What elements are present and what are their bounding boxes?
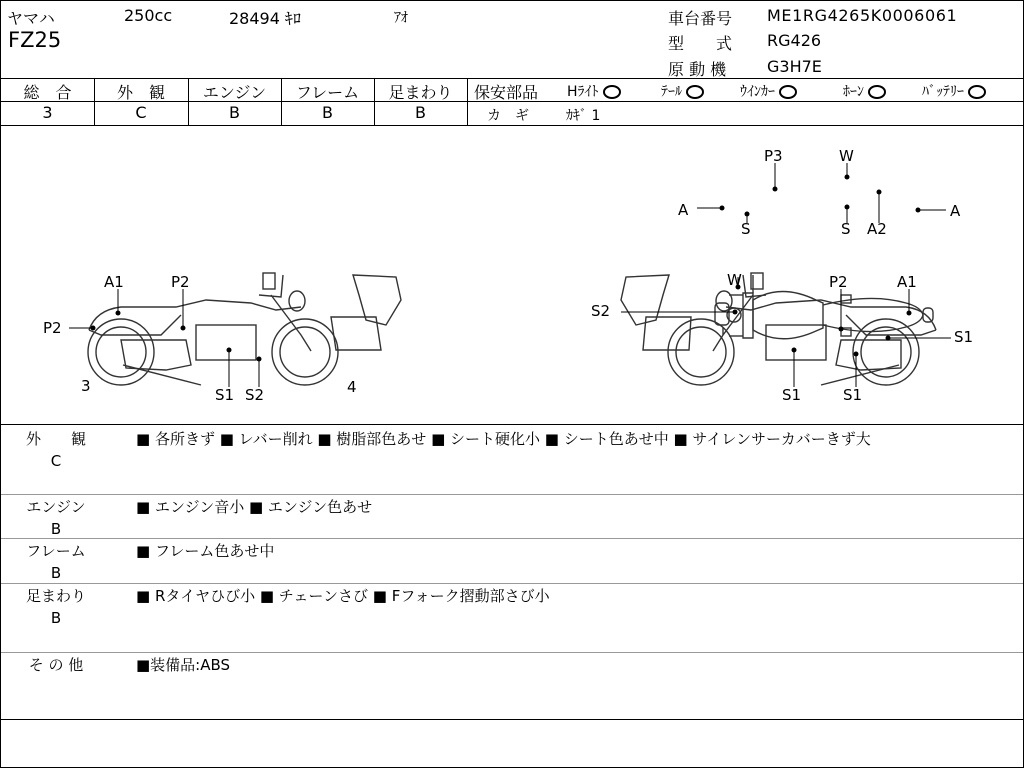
divider [467,101,1023,102]
right-view-bike [621,273,936,385]
frame-no-label: 車台番号 [668,9,733,28]
divider [1,652,1023,653]
winker-label: ｳｲﾝｶｰ [740,84,775,100]
diagram-label: A1 [897,273,917,291]
displacement: 250cc [124,6,173,25]
headlight-label: Hﾗｲﾄ [567,84,599,100]
frame-no: ME1RG4265K0006061 [767,6,958,25]
divider [1,538,1023,539]
suspension-label: 足まわり [388,83,453,102]
horn-label: ﾎｰﾝ [843,84,864,100]
safety-label: 保安部品 [474,83,539,102]
maker: ヤマハ [7,9,55,28]
safety-battery [922,81,986,101]
diagram-label: A1 [104,273,124,291]
divider [1,424,1023,425]
engine-label: エンジン [202,83,267,102]
overall-label: 総 合 [23,83,72,102]
diagram-label: S1 [843,386,863,404]
notes-label: そ の 他 [28,656,84,674]
diagram-label: S1 [954,328,974,346]
diagram-label: S1 [215,386,235,404]
mileage [229,6,301,29]
overall-grade: 3 [42,103,53,122]
safety-winker [740,81,797,101]
type-value: RG426 [767,31,822,50]
key-value: ｶｷﾞ 1 [566,108,601,124]
diagram-label: A [950,202,961,220]
notes-label: 外 観 [25,430,86,448]
diagram-label: 4 [347,378,357,396]
diagram-label: S [841,220,851,238]
divider [1,719,1023,720]
diagram-label: P2 [43,319,62,337]
color: ｱｵ [394,10,408,26]
safety-tail [661,81,704,101]
tail-label: ﾃｰﾙ [661,84,682,100]
diagram-label: W [727,271,742,289]
engine-grade: B [229,103,240,122]
notes-label: エンジン [26,498,86,516]
notes-grade: B [50,564,62,582]
diagram-label: P3 [764,147,783,165]
notes-text: ■ 各所きず ■ レバー削れ ■ 樹脂部色あせ ■ シート硬化小 ■ シート色あせ中 ■ サイレンサーカバーきず大 [136,430,871,448]
ok-circle-icon [686,85,704,99]
notes-text: ■装備品:ABS [136,656,231,674]
frame-label: フレーム [295,83,360,102]
safety-headlight [567,81,621,101]
diagram-label: W [839,147,854,165]
diagram-label: A2 [867,220,887,238]
diagram-label: 3 [81,377,91,395]
diagram-label: S [741,220,751,238]
frame-grade: B [322,103,333,122]
left-view-bike [88,273,401,385]
ok-circle-icon [868,85,886,99]
notes-grade: B [50,520,62,538]
diagram-label: S2 [245,386,265,404]
notes-grade: B [50,609,62,627]
model-name: FZ25 [8,28,62,52]
exterior-label: 外 観 [116,83,165,102]
mileage-value: 28494 [229,9,280,28]
ok-circle-icon [779,85,797,99]
type-label: 型 式 [668,34,733,53]
notes-label: フレーム [26,542,86,560]
motorcycle-diagram [1,125,1023,425]
key-label: カ ギ [487,108,529,124]
diagram-label: P2 [829,273,848,291]
divider [1,494,1023,495]
safety-horn [843,81,886,101]
divider [1,583,1023,584]
notes-text: ■ フレーム色あせ中 [136,542,275,560]
notes-text: ■ エンジン音小 ■ エンジン色あせ [136,498,373,516]
ok-circle-icon [603,85,621,99]
mileage-unit: ｷﾛ [285,9,302,28]
diagram-label: S1 [782,386,802,404]
diagram-label: A [678,201,689,219]
diagram-label: P2 [171,273,190,291]
divider [1,78,1023,79]
suspension-grade: B [415,103,426,122]
engine-model-value: G3H7E [767,57,822,76]
notes-label: 足まわり [25,587,86,605]
notes-text: ■ Rタイヤひび小 ■ チェーンさび ■ Fフォーク摺動部さび小 [136,587,550,605]
notes-grade: C [50,452,62,470]
diagram-label: S2 [591,302,611,320]
battery-label: ﾊﾞｯﾃﾘｰ [922,84,964,100]
ok-circle-icon [968,85,986,99]
exterior-grade: C [135,103,147,122]
engine-model-label: 原 動 機 [668,60,727,79]
